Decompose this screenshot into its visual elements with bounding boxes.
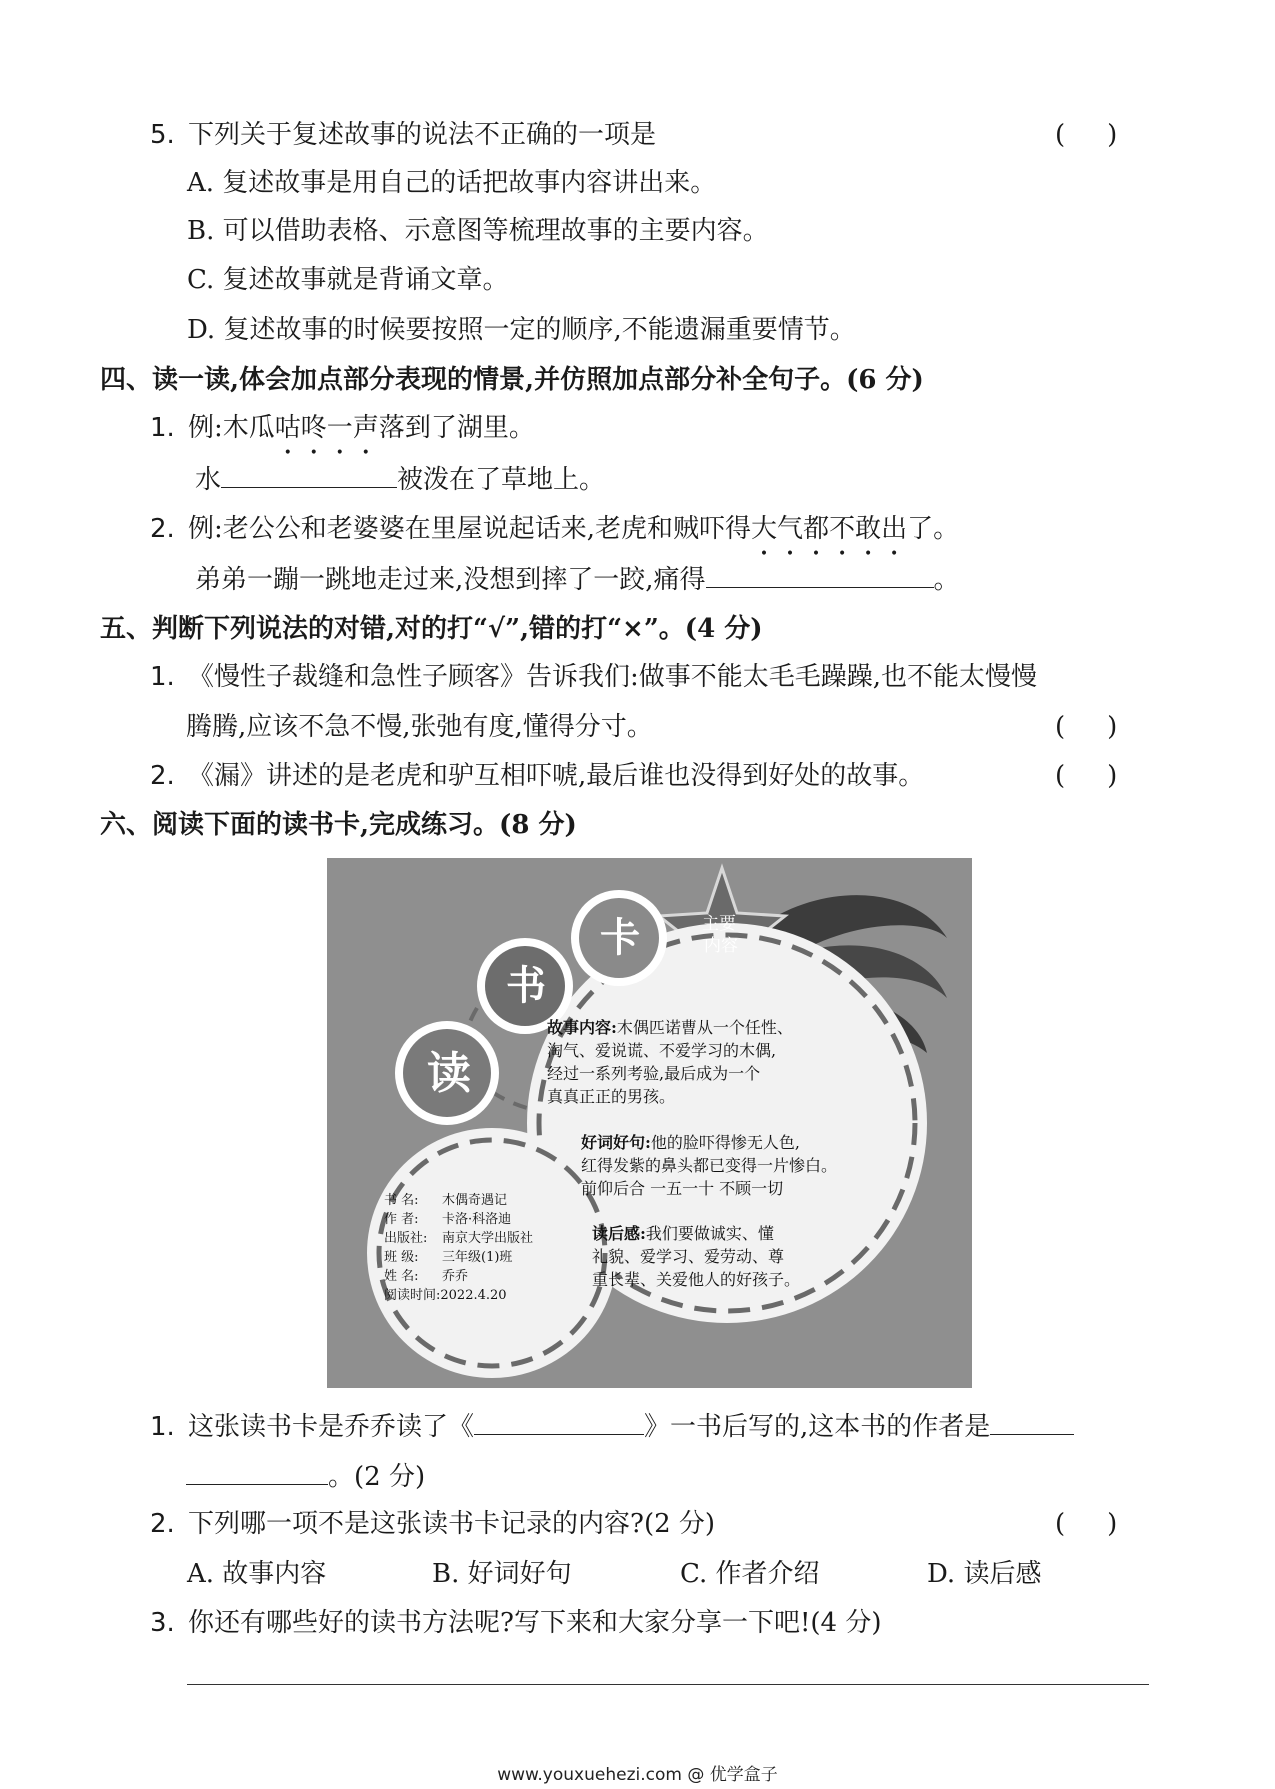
section-5-title: 五、判断下列说法的对错,对的打“√”,错的打“×”。(4 分) [100, 614, 763, 644]
sec5-q1-line2: 腾腾,应该不急不慢,张弛有度,懂得分寸。 [186, 712, 653, 742]
fill-blank[interactable] [221, 461, 397, 488]
sec5-q1-answer-paren[interactable]: () [1055, 712, 1160, 742]
dotted-char: 咕 [274, 413, 301, 443]
q5-stem: 5. 下列关于复述故事的说法不正确的一项是 [150, 120, 657, 150]
section-6-title: 六、阅读下面的读书卡,完成练习。(8 分) [100, 810, 577, 840]
sec6-q2-stem: 2. 下列哪一项不是这张读书卡记录的内容?(2 分) [150, 1509, 716, 1539]
footer-watermark: www.youxuehezi.com @ 优学盒子 [497, 1765, 778, 1785]
sec6-q2-option-a: A. 故事内容 [187, 1559, 327, 1589]
sec6-q2-answer-paren[interactable]: () [1055, 1509, 1160, 1539]
dotted-char: 气 [777, 514, 804, 544]
dotted-char: 都 [803, 514, 830, 544]
sec6-q3-stem: 3. 你还有哪些好的读书方法呢?写下来和大家分享一下吧!(4 分) [150, 1608, 882, 1638]
dotted-char: 一 [326, 413, 353, 443]
book-title-blank[interactable] [474, 1408, 644, 1435]
reading-card-image [327, 858, 972, 1388]
reading-card-art [327, 858, 972, 1388]
sec5-q2-answer-paren[interactable]: () [1055, 761, 1160, 791]
dotted-char: 敢 [855, 514, 882, 544]
info-row: 班 级: 三年级(1)班 [384, 1250, 513, 1265]
sec6-q1: 1. 这张读书卡是乔乔读了《 》一书后写的,这本书的作者是 [150, 1408, 1074, 1444]
sec4-q2-example: 2. 例:老公公和老婆婆在里屋说起话来,老虎和贼吓得大气都不敢出了。 [150, 514, 960, 544]
sec6-q1-cont: 。(2 分) [186, 1458, 425, 1494]
author-blank[interactable] [990, 1408, 1074, 1435]
dotted-char: 咚 [300, 413, 327, 443]
book-info [384, 1191, 533, 1305]
dotted-char: 不 [829, 514, 856, 544]
q5-option-a: A. 复述故事是用自己的话把故事内容讲出来。 [187, 168, 717, 198]
dotted-char: 大 [751, 514, 778, 544]
card-char-du: 读 [427, 1048, 471, 1099]
q5-answer-paren[interactable]: () [1055, 120, 1160, 150]
info-row: 出版社: 南京大学出版社 [384, 1231, 534, 1246]
story-content: 故事内容:木偶匹诺曹从一个任性、 淘气、爱说谎、不爱学习的木偶, 经过一系列考验,最后成为一个 真真正正的男孩。 [547, 1018, 793, 1106]
answer-line[interactable] [187, 1684, 1149, 1685]
card-char-shu: 书 [506, 962, 546, 1009]
sec5-q1-line1: 1. 《慢性子裁缝和急性子顾客》告诉我们:做事不能太毛毛躁躁,也不能太慢慢 [150, 662, 1038, 692]
sec6-q2-option-c: C. 作者介绍 [680, 1559, 820, 1589]
reading-reflection: 读后感:我们要做诚实、懂 礼貌、爱学习、爱劳动、尊 重长辈、关爱他人的好孩子。 [592, 1224, 801, 1289]
q5-option-c: C. 复述故事就是背诵文章。 [187, 265, 509, 295]
fill-blank[interactable] [706, 561, 934, 588]
dotted-char: 出 [881, 514, 908, 544]
sec4-q1-fill: 水 被泼在了草地上。 [195, 461, 605, 497]
info-row: 作 者: 卡洛·科洛迪 [384, 1212, 512, 1227]
sec4-q1-example: 1. 例:木瓜咕咚一声落到了湖里。 [150, 413, 535, 443]
info-row: 阅读时间:2022.4.20 [384, 1288, 507, 1303]
sec6-q2-option-b: B. 好词好句 [432, 1559, 572, 1589]
sec5-q2: 2. 《漏》讲述的是老虎和驴互相吓唬,最后谁也没得到好处的故事。 [150, 761, 925, 791]
section-4-title: 四、读一读,体会加点部分表现的情景,并仿照加点部分补全句子。(6 分) [100, 365, 924, 395]
info-row: 姓 名: 乔乔 [384, 1269, 469, 1284]
dotted-char: 声 [352, 413, 379, 443]
q5-option-b: B. 可以借助表格、示意图等梳理故事的主要内容。 [187, 216, 769, 246]
info-row: 书 名: 木偶奇遇记 [384, 1193, 508, 1208]
sec4-q2-fill: 弟弟一蹦一跳地走过来,没想到摔了一跤,痛得 。 [195, 561, 960, 597]
dotted-phrase [275, 413, 379, 443]
star-label: 主要 内容 [702, 914, 738, 956]
q5-option-d: D. 复述故事的时候要按照一定的顺序,不能遗漏重要情节。 [187, 315, 856, 345]
author-blank-cont[interactable] [186, 1458, 328, 1485]
dotted-phrase [751, 514, 907, 544]
card-char-ka: 卡 [600, 914, 640, 961]
good-words: 好词好句:他的脸吓得惨无人色, 红得发紫的鼻头都已变得一片惨白。 前仰后合 一五一十 不顾一切 [581, 1133, 838, 1198]
sec6-q2-option-d: D. 读后感 [927, 1559, 1042, 1589]
